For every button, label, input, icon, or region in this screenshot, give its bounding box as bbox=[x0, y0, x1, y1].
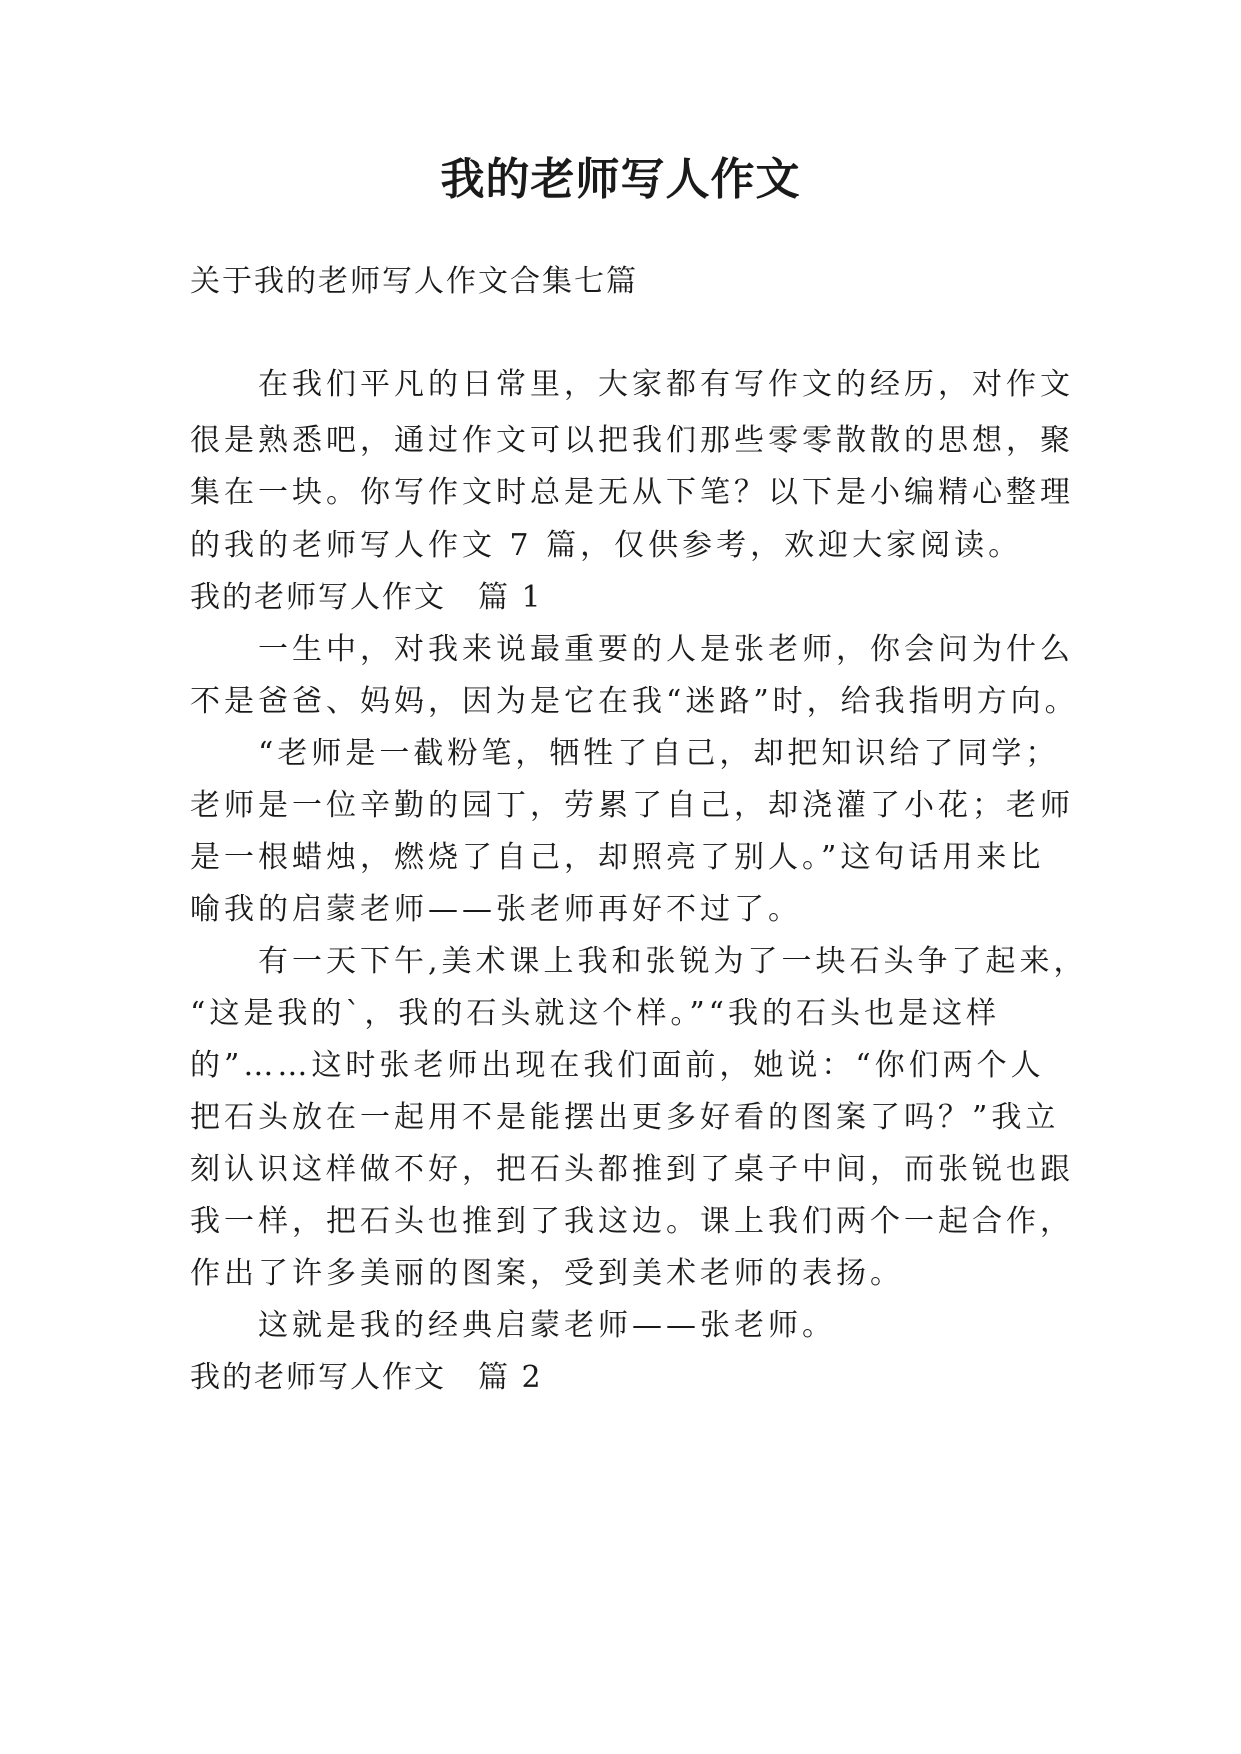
essay-line: “老师是一截粉笔，牺牲了自己，却把知识给了同学； bbox=[190, 736, 1060, 771]
section-heading-1: 我的老师写人作文 篇 1 bbox=[190, 580, 543, 615]
essay-line: 有一天下午,美术课上我和张锐为了一块石头争了起来， bbox=[190, 944, 1088, 979]
essay-line: 把石头放在一起用不是能摆出更多好看的图案了吗？”我立 bbox=[190, 1100, 1060, 1135]
intro-line: 的我的老师写人作文 7 篇，仅供参考，欢迎大家阅读。 bbox=[190, 528, 1023, 563]
intro-line: 很是熟悉吧，通过作文可以把我们那些零零散散的思想，聚 bbox=[190, 423, 1074, 458]
document-title: 我的老师写人作文 bbox=[440, 154, 801, 205]
intro-line: 在我们平凡的日常里，大家都有写作文的经历，对作文 bbox=[190, 367, 1074, 402]
essay-line: 是一根蜡烛，燃烧了自己，却照亮了别人。”这句话用来比 bbox=[190, 840, 1045, 875]
essay-line: 一生中，对我来说最重要的人是张老师，你会问为什么 bbox=[190, 632, 1074, 667]
essay-line: 刻认识这样做不好，把石头都推到了桌子中间，而张锐也跟 bbox=[190, 1152, 1074, 1187]
essay-line: 不是爸爸、妈妈，因为是它在我“迷路”时，给我指明方向。 bbox=[190, 684, 1079, 719]
essay-line: 作出了许多美丽的图案，受到美术老师的表扬。 bbox=[190, 1256, 904, 1291]
intro-line: 集在一块。你写作文时总是无从下笔？以下是小编精心整理 bbox=[190, 475, 1074, 510]
essay-line: 的”……这时张老师出现在我们面前，她说：“你们两个人 bbox=[190, 1048, 1045, 1083]
essay-line: 我一样，把石头也推到了我这边。课上我们两个一起合作， bbox=[190, 1204, 1074, 1239]
essay-line: 喻我的启蒙老师——张老师再好不过了。 bbox=[190, 892, 802, 927]
section-heading-2: 我的老师写人作文 篇 2 bbox=[190, 1360, 543, 1395]
essay-line: 这就是我的经典启蒙老师——张老师。 bbox=[190, 1308, 836, 1343]
document-subtitle: 关于我的老师写人作文合集七篇 bbox=[190, 264, 638, 299]
essay-line: 老师是一位辛勤的园丁，劳累了自己，却浇灌了小花；老师 bbox=[190, 788, 1074, 823]
essay-line: “这是我的`，我的石头就这个样。”“我的石头也是这样 bbox=[190, 996, 1001, 1031]
